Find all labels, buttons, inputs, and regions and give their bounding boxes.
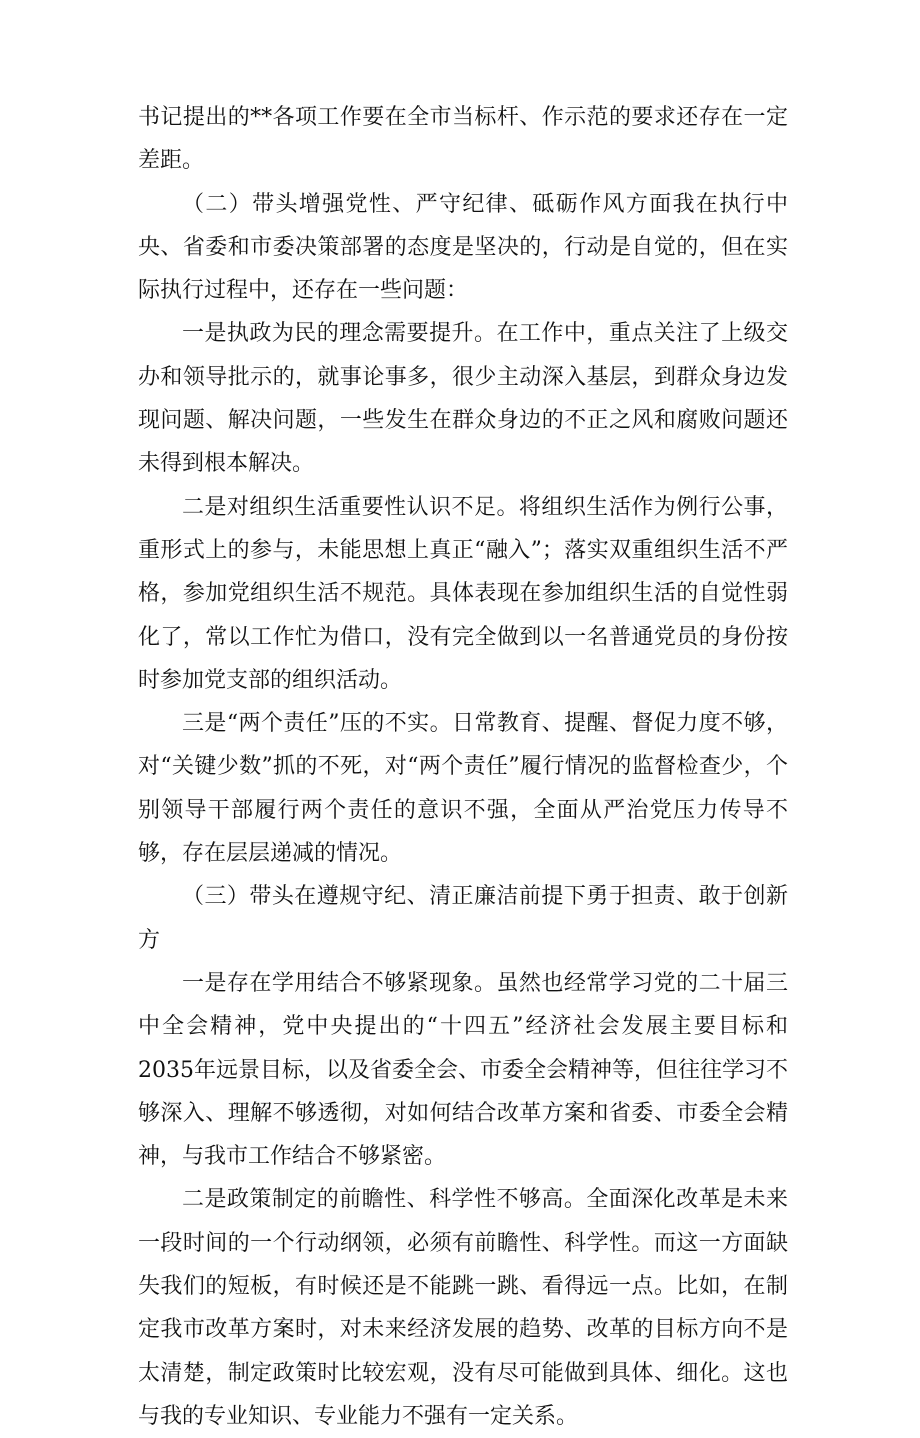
section-heading-two: （二）带头增强党性、严守纪律、砥砺作风方面我在执行中央、省委和市委决策部署的态度是坚决的，行动是自觉的，但在实际执行过程中，还存在一些问题： <box>138 191 788 304</box>
section-heading-three: （三）带头在遵规守纪、清正廉洁前提下勇于担责、敢于创新方 <box>138 884 788 953</box>
document-body <box>138 96 788 1438</box>
paragraph-point-three: 三是“两个责任”压的不实。日常教育、提醒、督促力度不够，对“关键少数”抓的不死，对“两个责任”履行情况的监督检查少，个别领导干部履行两个责任的意识不强，全面从严治党压力传导不够，存在层层递减的情况。 <box>138 711 788 867</box>
paragraph-point-one: 一是执政为民的理念需要提升。在工作中，重点关注了上级交办和领导批示的，就事论事多，很少主动深入基层，到群众身边发现问题、解决问题，一些发生在群众身边的不正之风和腐败问题还未得到根本解决。 <box>138 321 788 477</box>
paragraph-continuation: 书记提出的**各项工作要在全市当标杆、作示范的要求还存在一定差距。 <box>138 105 788 174</box>
paragraph-point-two-b: 二是政策制定的前瞻性、科学性不够高。全面深化改革是未来一段时间的一个行动纲领，必须有前瞻性、科学性。而这一方面缺失我们的短板，有时候还是不能跳一跳、看得远一点。比如，在制定我市改革方案时，对未来经济发展的趋势、改革的目标方向不是太清楚，制定政策时比较宏观，没有尽可能做到具体、细化。这也与我的专业知识、专业能力不强有一定关系。 <box>138 1187 788 1429</box>
paragraph-point-one-b: 一是存在学用结合不够紧现象。虽然也经常学习党的二十届三中全会精神，党中央提出的“十四五”经济社会发展主要目标和2035年远景目标，以及省委全会、市委全会精神等，但往往学习不够深入、理解不够透彻，对如何结合改革方案和省委、市委全会精神，与我市工作结合不够紧密。 <box>138 970 788 1170</box>
paragraph-point-two: 二是对组织生活重要性认识不足。将组织生活作为例行公事，重形式上的参与，未能思想上真正“融入”；落实双重组织生活不严格，参加党组织生活不规范。具体表现在参加组织生活的自觉性弱化了，常以工作忙为借口，没有完全做到以一名普通党员的身份按时参加党支部的组织活动。 <box>138 494 788 693</box>
